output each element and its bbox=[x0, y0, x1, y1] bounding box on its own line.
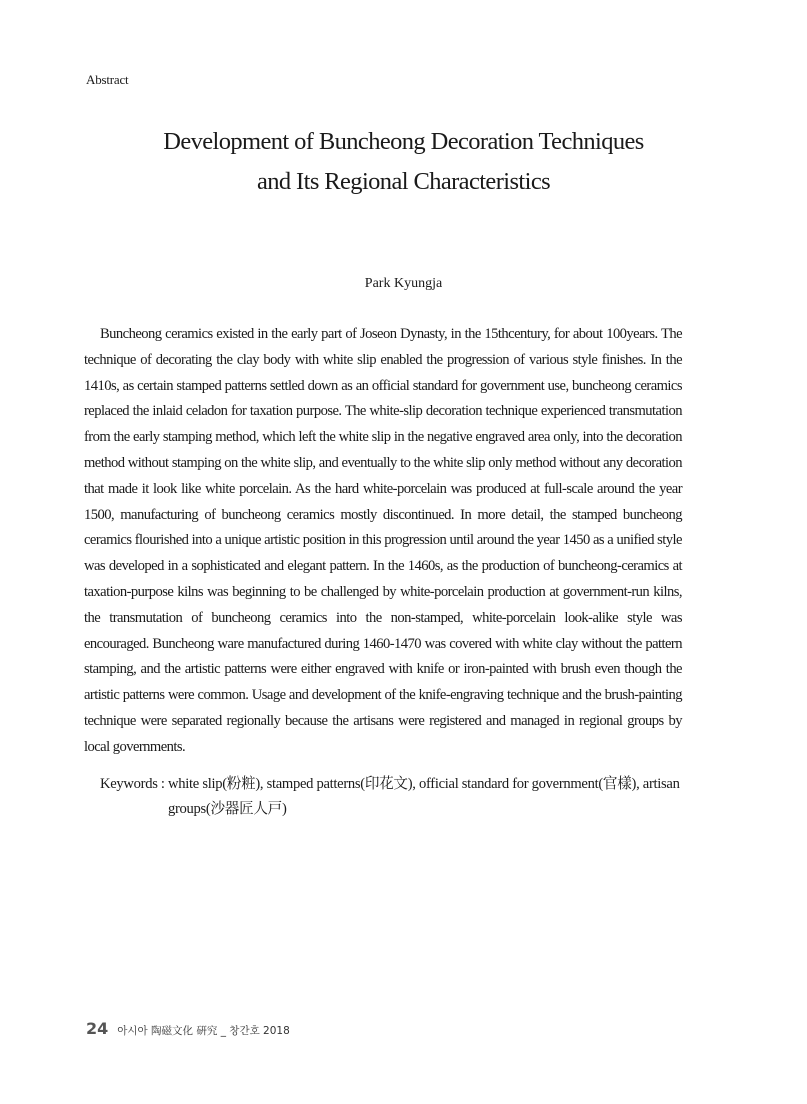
page-footer bbox=[86, 1019, 290, 1038]
keywords bbox=[100, 772, 682, 822]
paper-title-line-2: and Its Regional Characteristics bbox=[256, 168, 551, 195]
section-label: Abstract bbox=[86, 72, 129, 87]
page-number: 24 bbox=[86, 1019, 109, 1038]
abstract-body: Buncheong ceramics existed in the early part of Joseon Dynasty, in the 15thcentury, for about 100years. The technique of decorating the clay body with white slip enabled the progression of various style finishes. In the 1410s, as certain stamped patterns settled down as an official standard for government use, buncheong ceramics replaced the inlaid celadon for taxation purpose. The white-slip decoration technique experienced transmutation from the early stamping method, which left the white slip in the negative engraved area only, into the decoration method without stamping on the white slip, and eventually to the white slip only method without any decoration that made it look like white porcelain. As the hard white-porcelain was produced at full-scale around the year 1500, manufacturing of buncheong ceramics mostly discontinued. In more detail, the stamped buncheong ceramics flourished into a unique artistic position in this progression until around the year 1450 as a unified style was developed in a sophisticated and elegant pattern. In the 1460s, as the production of buncheong-ceramics at taxation-purpose kilns was beginning to be challenged by white-porcelain production at government-run kilns, the transmutation of buncheong ceramics into the non-stamped, white-porcelain look-alike style was encouraged. Buncheong ware manufactured during 1460-1470 was covered with white clay without the pattern stamping, and the artistic patterns were either engraved with knife or iron-painted with brush even though the artistic patterns were common. Usage and development of the knife-engraving technique and the brush-painting technique were separated regionally because the artisans were registered and managed in regional groups by local governments. bbox=[84, 326, 682, 755]
paper-title-line-1: Development of Buncheong Decoration Techniques bbox=[163, 128, 644, 155]
keywords-line-2: groups(沙器匠人戸) bbox=[168, 801, 287, 817]
author-name: Park Kyungja bbox=[364, 276, 443, 291]
journal-info: 아시아 陶磁文化 硏究 _ 창간호 2018 bbox=[117, 1025, 290, 1037]
keywords-line-1: white slip(粉粧), stamped patterns(印花文), official standard for government(官樣), artisan bbox=[168, 776, 680, 792]
paper-title bbox=[0, 122, 807, 202]
keywords-label: Keywords : bbox=[100, 776, 169, 792]
